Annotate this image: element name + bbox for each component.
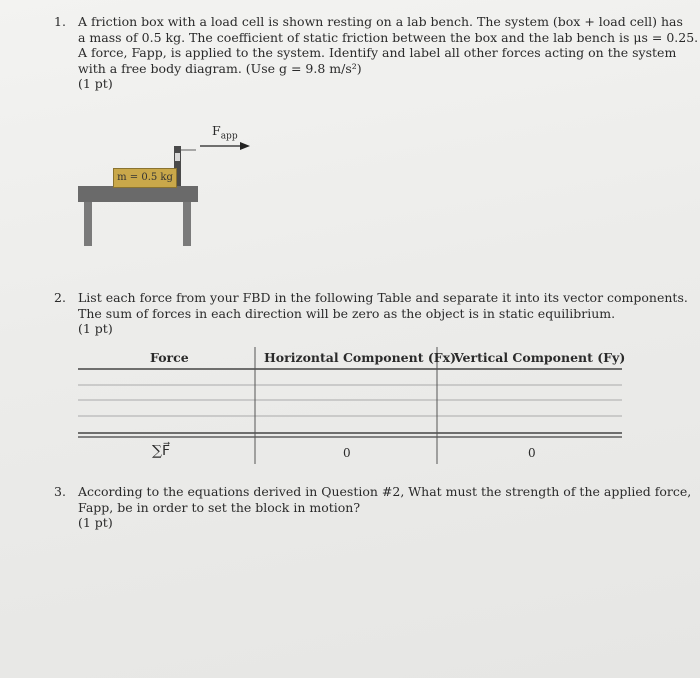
question-text-line: A friction box with a load cell is shown resting on a lab bench. The system (box + load cell) has [78,14,683,29]
question-number: 1. [54,14,66,29]
question-text-line: A force, Fapp, is applied to the system. Identify and label all other forces acting on the system [78,45,677,60]
bench-top [78,186,198,202]
sum-horizontal-value: 0 [343,446,351,460]
question-points: (1 pt) [78,321,113,336]
table-header-horizontal: Horizontal Component (Fx) [264,350,456,365]
question-number: 3. [54,484,66,499]
question-text-line: a mass of 0.5 kg. The coefficient of static friction between the box and the lab bench is μs = 0.25. [78,29,699,45]
applied-force-label: $F_{app}$ [212,123,238,142]
question-text-line: According to the equations derived in Question #2, What must the strength of the applied force, [78,484,692,499]
table-header-force: Force [150,350,189,365]
question-2 [54,290,688,337]
question-text-line: Fapp, be in order to set the block in motion? [78,499,361,515]
sum-vertical-value: 0 [528,446,536,460]
sum-of-forces-label: ∑F⃗ [152,443,171,459]
bench-leg-left [84,202,92,246]
question-number: 2. [54,290,66,305]
question-text-line: The sum of forces in each direction will be zero as the object is in static equilibrium. [78,305,616,321]
mass-box: m = 0.5 kg [113,168,177,188]
question-points: (1 pt) [78,76,113,91]
arrow-head [240,142,250,150]
question-points: (1 pt) [78,515,113,530]
question-1 [54,14,699,92]
bench-leg-right [183,202,191,246]
question-text-line: with a free body diagram. (Use g = 9.8 m/s²) [78,60,362,76]
question-3 [54,484,692,531]
question-text-line: List each force from your FBD in the following Table and separate it into its vector components. [78,290,688,305]
table-header-vertical: Vertical Component (Fy) [454,350,626,365]
